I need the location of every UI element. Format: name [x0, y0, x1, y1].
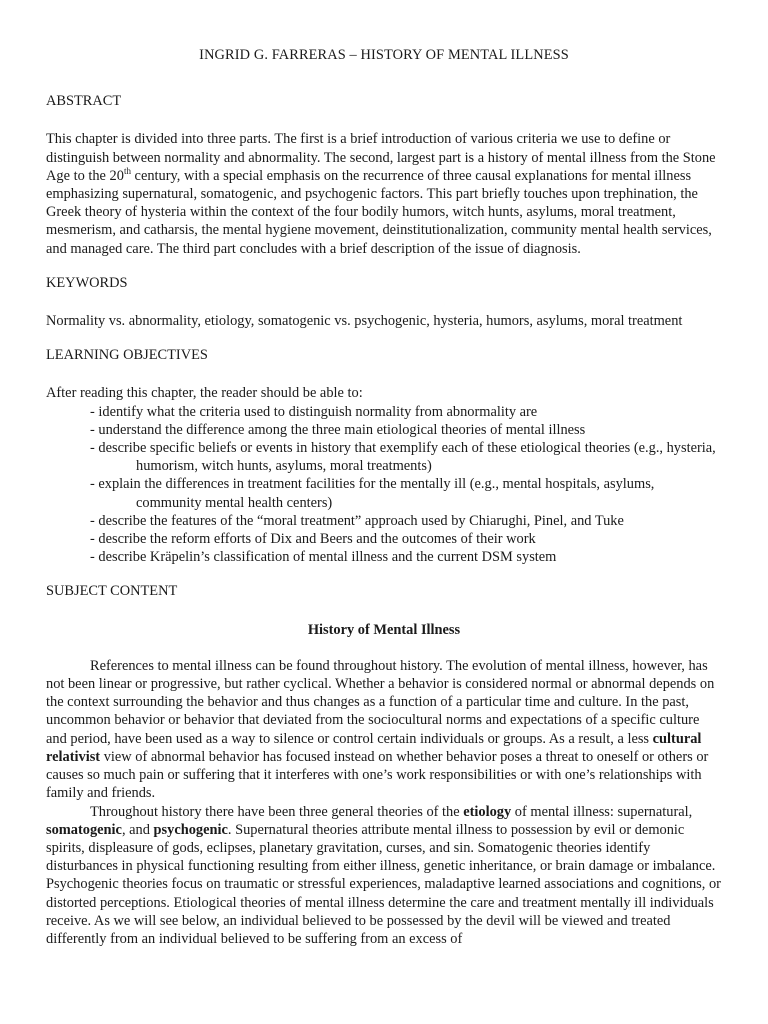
- keywords-heading: KEYWORDS: [46, 274, 128, 291]
- learning-objectives-list: [46, 403, 722, 567]
- document-title: INGRID G. FARRERAS – HISTORY OF MENTAL ILLNESS: [199, 47, 569, 63]
- list-item: - describe Kräpelin’s classification of mental illness and the current DSM system: [90, 549, 557, 566]
- learning-objectives-heading: LEARNING OBJECTIVES: [46, 347, 208, 364]
- document-page: [46, 46, 722, 948]
- list-item: - explain the differences in treatment facilities for the mentally ill (e.g., mental hospitals, asylums, community mental health centers): [90, 476, 655, 511]
- subject-content-heading: SUBJECT CONTENT: [46, 583, 178, 600]
- list-item: - describe specific beliefs or events in history that exemplify each of these etiological theories (e.g., hysteria, humorism, witch hunts, asylums, moral treatments): [90, 440, 716, 475]
- paragraph-text: References to mental illness can be found throughout history. The evolution of mental illness, however, has not been linear or progressive, but rather cyclical. Whether a behavior is considered normal or abnormal depends on the context surrounding the behavior and thus changes as a function of a particular time and culture. In the past, uncommon behavior or behavior that deviated from the sociocultural norms and expectations of a specific culture and period, have been used as a way to silence or control certain individuals or groups. As a result, a less: [46, 657, 715, 747]
- section-title: History of Mental Illness: [307, 621, 461, 638]
- abstract-superscript: th: [123, 166, 131, 177]
- abstract-text: [46, 130, 722, 257]
- list-item: - understand the difference among the three main etiological theories of mental illness: [90, 421, 586, 438]
- bold-term: psychogenic: [153, 821, 228, 838]
- paragraph-text: view of abnormal behavior has focused instead on whether behavior poses a threat to oneself or others or causes so much pain or suffering that it interferes with one’s work responsibilities or with one’s relationships with family and friends.: [46, 748, 709, 802]
- paragraph-text: Throughout history there have been three general theories of the: [90, 803, 464, 820]
- paragraph-text: . Supernatural theories attribute mental illness to possession by evil or demonic spirits, displeasure of gods, eclipses, planetary gravitation, curses, and sin. Somatogenic theories identify disturbances in physical functioning resulting from either illness, genetic inheritance, or brain damage or imbalance. Psychogenic theories focus on traumatic or stressful experiences, maladaptive learned associations and cognitions, or distorted perceptions. Etiological theories of mental illness determine the care and treatment mentally ill individuals receive. As we will see below, an individual believed to be possessed by the devil will be viewed and treated differently from an individual believed to be suffering from an excess of: [46, 821, 721, 947]
- bold-term: somatogenic: [46, 821, 122, 838]
- list-item: - describe the features of the “moral treatment” approach used by Chiarughi, Pinel, and Tuke: [90, 512, 624, 529]
- bold-term: etiology: [463, 803, 512, 820]
- bold-term: cultural relativist: [46, 730, 702, 765]
- body-paragraph-2: [46, 803, 722, 949]
- abstract-text-part-1: This chapter is divided into three parts. The first is a brief introduction of various criteria we use to define or distinguish between normality and abnormality. The second, largest part is a history of mental illness from the Stone Age to the 20: [46, 131, 716, 184]
- paragraph-text: of mental illness: supernatural,: [511, 803, 693, 820]
- keywords-text: Normality vs. abnormality, etiology, somatogenic vs. psychogenic, hysteria, humors, asylums, moral treatment: [46, 313, 683, 330]
- list-item: - identify what the criteria used to distinguish normality from abnormality are: [90, 403, 538, 420]
- abstract-heading: ABSTRACT: [46, 93, 122, 110]
- body-paragraph-1: [46, 657, 722, 803]
- abstract-text-part-2: century, with a special emphasis on the recurrence of three causal explanations for mental illness emphasizing supernatural, somatogenic, and psychogenic factors. This part briefly touches upon trephination, the Greek theory of hysteria within the context of the four bodily humors, witch hunts, asylums, moral treatment, mesmerism, and catharsis, the mental hygiene movement, deinstitutionalization, community mental health services, and managed care. The third part concludes with a brief description of the issue of diagnosis.: [46, 167, 712, 257]
- list-item: - describe the reform efforts of Dix and Beers and the outcomes of their work: [90, 531, 536, 548]
- learning-objectives-intro: After reading this chapter, the reader should be able to:: [46, 385, 363, 402]
- paragraph-text: , and: [121, 821, 154, 838]
